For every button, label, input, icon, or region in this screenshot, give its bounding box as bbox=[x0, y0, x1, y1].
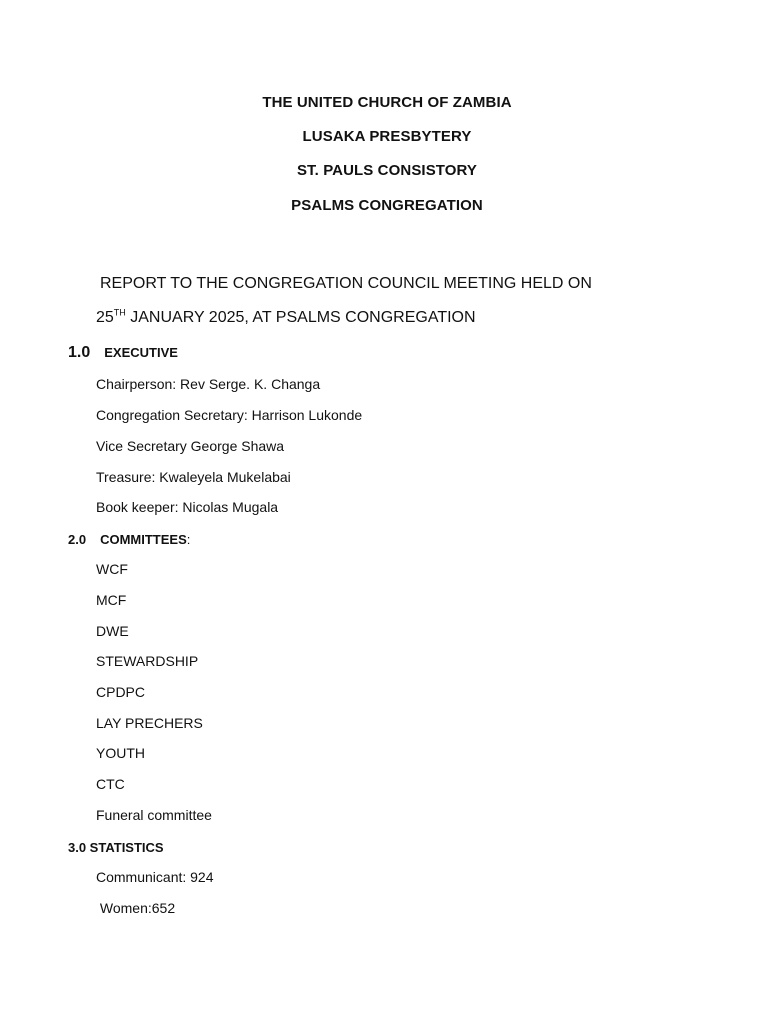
report-day: 25 bbox=[96, 309, 114, 326]
church-name-heading: THE UNITED CHURCH OF ZAMBIA bbox=[262, 94, 512, 111]
section-committees-title: COMMITTEES bbox=[100, 532, 187, 547]
committee-item-cpdpc: CPDPC bbox=[96, 684, 146, 700]
presbytery-heading: LUSAKA PRESBYTERY bbox=[302, 128, 472, 145]
executive-item-treasurer: Treasure: Kwaleyela Mukelabai bbox=[96, 469, 291, 485]
committee-item-wcf: WCF bbox=[96, 561, 128, 577]
executive-item-chairperson: Chairperson: Rev Serge. K. Changa bbox=[96, 376, 321, 392]
section-committees-heading bbox=[68, 531, 190, 549]
section-executive-number: 1.0 bbox=[68, 344, 91, 361]
section-executive-heading bbox=[68, 344, 178, 362]
report-title-line2 bbox=[96, 309, 476, 327]
committee-item-dwe: DWE bbox=[96, 623, 129, 639]
executive-item-book-keeper: Book keeper: Nicolas Mugala bbox=[96, 499, 279, 515]
executive-item-secretary: Congregation Secretary: Harrison Lukonde bbox=[96, 407, 363, 423]
report-title-line1: REPORT TO THE CONGREGATION COUNCIL MEETING HELD ON bbox=[100, 275, 592, 292]
section-committees-colon: : bbox=[186, 532, 191, 547]
committee-item-ctc: CTC bbox=[96, 776, 125, 792]
report-day-suffix: TH bbox=[113, 307, 126, 318]
committee-item-mcf: MCF bbox=[96, 592, 127, 608]
committee-item-stewardship: STEWARDSHIP bbox=[96, 653, 199, 669]
congregation-heading: PSALMS CONGREGATION bbox=[291, 197, 483, 214]
consistory-heading: ST. PAULS CONSISTORY bbox=[296, 162, 478, 179]
section-executive-title: EXECUTIVE bbox=[104, 345, 178, 360]
committee-item-youth: YOUTH bbox=[96, 745, 145, 761]
statistics-item-communicant: Communicant: 924 bbox=[96, 869, 214, 885]
report-date-rest: JANUARY 2025, AT PSALMS CONGREGATION bbox=[125, 309, 476, 326]
section-statistics-heading bbox=[68, 839, 164, 857]
committee-item-funeral: Funeral committee bbox=[96, 807, 212, 823]
section-statistics-title: 3.0 STATISTICS bbox=[68, 840, 164, 855]
section-committees-number: 2.0 bbox=[68, 532, 87, 547]
committee-item-lay-preachers: LAY PRECHERS bbox=[96, 715, 203, 731]
executive-item-vice-secretary: Vice Secretary George Shawa bbox=[96, 438, 285, 454]
statistics-item-women: Women:652 bbox=[96, 900, 176, 916]
